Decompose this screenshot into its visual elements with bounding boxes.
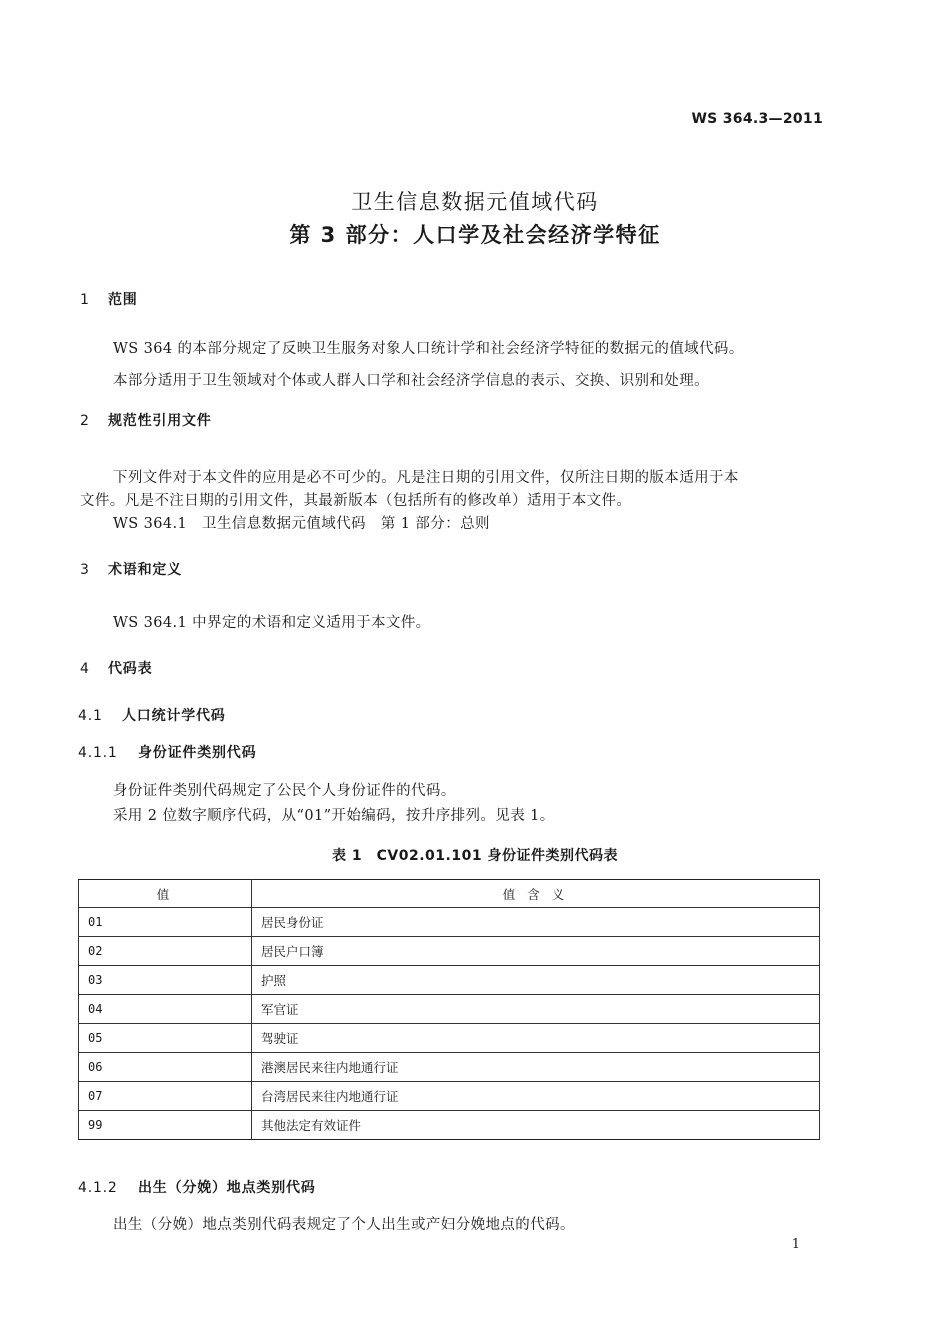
section-1-paragraph-1: WS 364 的本部分规定了反映卫生服务对象人口统计学和社会经济学特征的数据元的值域代码。 (113, 341, 744, 357)
section-2-paragraph-line1: 下列文件对于本文件的应用是必不可少的。凡是注日期的引用文件，仅所注日期的版本适用于本 (113, 470, 739, 486)
section-number: 3 (80, 562, 90, 578)
meaning-cell: 港澳居民来往内地通行证 (252, 1053, 820, 1082)
meaning-cell: 居民身份证 (252, 908, 820, 937)
normative-reference: WS 364.1 卫生信息数据元值域代码 第 1 部分：总则 (113, 516, 490, 532)
meaning-cell: 护照 (252, 966, 820, 995)
meaning-cell: 其他法定有效证件 (252, 1111, 820, 1140)
section-number: 4.1.2 (78, 1180, 118, 1196)
section-1-heading (80, 289, 138, 309)
section-4-1-heading (78, 705, 226, 725)
section-4-1-2-paragraph: 出生（分娩）地点类别代码表规定了个人出生或产妇分娩地点的代码。 (113, 1217, 575, 1233)
section-number: 1 (80, 292, 90, 308)
section-4-1-2-heading (78, 1177, 316, 1197)
code-cell: 01 (79, 908, 252, 937)
code-cell: 04 (79, 995, 252, 1024)
table-row (79, 1082, 820, 1111)
table-row (79, 937, 820, 966)
document-title-line1: 卫生信息数据元值域代码 (351, 190, 599, 214)
code-cell: 07 (79, 1082, 252, 1111)
section-number: 2 (80, 413, 90, 429)
section-4-1-1-paragraph-2: 采用 2 位数字顺序代码，从“01”开始编码，按升序排列。见表 1。 (113, 808, 555, 824)
table-header-row (79, 880, 820, 908)
column-header-meaning: 值 含 义 (252, 880, 820, 908)
section-number: 4.1 (78, 708, 103, 724)
section-title: 出生（分娩）地点类别代码 (138, 1180, 316, 1196)
table-row (79, 908, 820, 937)
section-4-heading (80, 658, 152, 678)
column-header-value: 值 (79, 880, 252, 908)
table-row (79, 995, 820, 1024)
code-table-1 (78, 879, 820, 1140)
table-1-caption: 表 1 CV02.01.101 身份证件类别代码表 (332, 848, 618, 864)
code-cell: 03 (79, 966, 252, 995)
meaning-cell: 居民户口簿 (252, 937, 820, 966)
section-3-paragraph: WS 364.1 中界定的术语和定义适用于本文件。 (113, 615, 431, 631)
table-row (79, 1111, 820, 1140)
section-2-heading (80, 410, 212, 430)
section-4-1-1-paragraph-1: 身份证件类别代码规定了公民个人身份证件的代码。 (113, 783, 456, 799)
meaning-cell: 军官证 (252, 995, 820, 1024)
meaning-cell: 台湾居民来往内地通行证 (252, 1082, 820, 1111)
section-title: 规范性引用文件 (108, 413, 212, 429)
table-row (79, 966, 820, 995)
code-cell: 05 (79, 1024, 252, 1053)
section-1-paragraph-2: 本部分适用于卫生领域对个体或人群人口学和社会经济学信息的表示、交换、识别和处理。 (113, 373, 709, 389)
section-2-paragraph-line2: 文件。凡是不注日期的引用文件，其最新版本（包括所有的修改单）适用于本文件。 (80, 493, 632, 509)
standard-number: WS 364.3—2011 (691, 111, 823, 127)
code-cell: 06 (79, 1053, 252, 1082)
section-title: 范围 (108, 292, 138, 308)
section-number: 4 (80, 661, 90, 677)
section-number: 4.1.1 (78, 745, 118, 761)
table-row (79, 1024, 820, 1053)
section-title: 代码表 (108, 661, 153, 677)
section-title: 身份证件类别代码 (138, 745, 257, 761)
section-3-heading (80, 559, 182, 579)
code-cell: 99 (79, 1111, 252, 1140)
section-4-1-1-heading (78, 742, 256, 762)
page-number: 1 (791, 1237, 800, 1252)
meaning-cell: 驾驶证 (252, 1024, 820, 1053)
code-cell: 02 (79, 937, 252, 966)
table-row (79, 1053, 820, 1082)
section-title: 术语和定义 (108, 562, 182, 578)
document-title-line2: 第 3 部分：人口学及社会经济学特征 (289, 223, 661, 247)
section-title: 人口统计学代码 (122, 708, 226, 724)
